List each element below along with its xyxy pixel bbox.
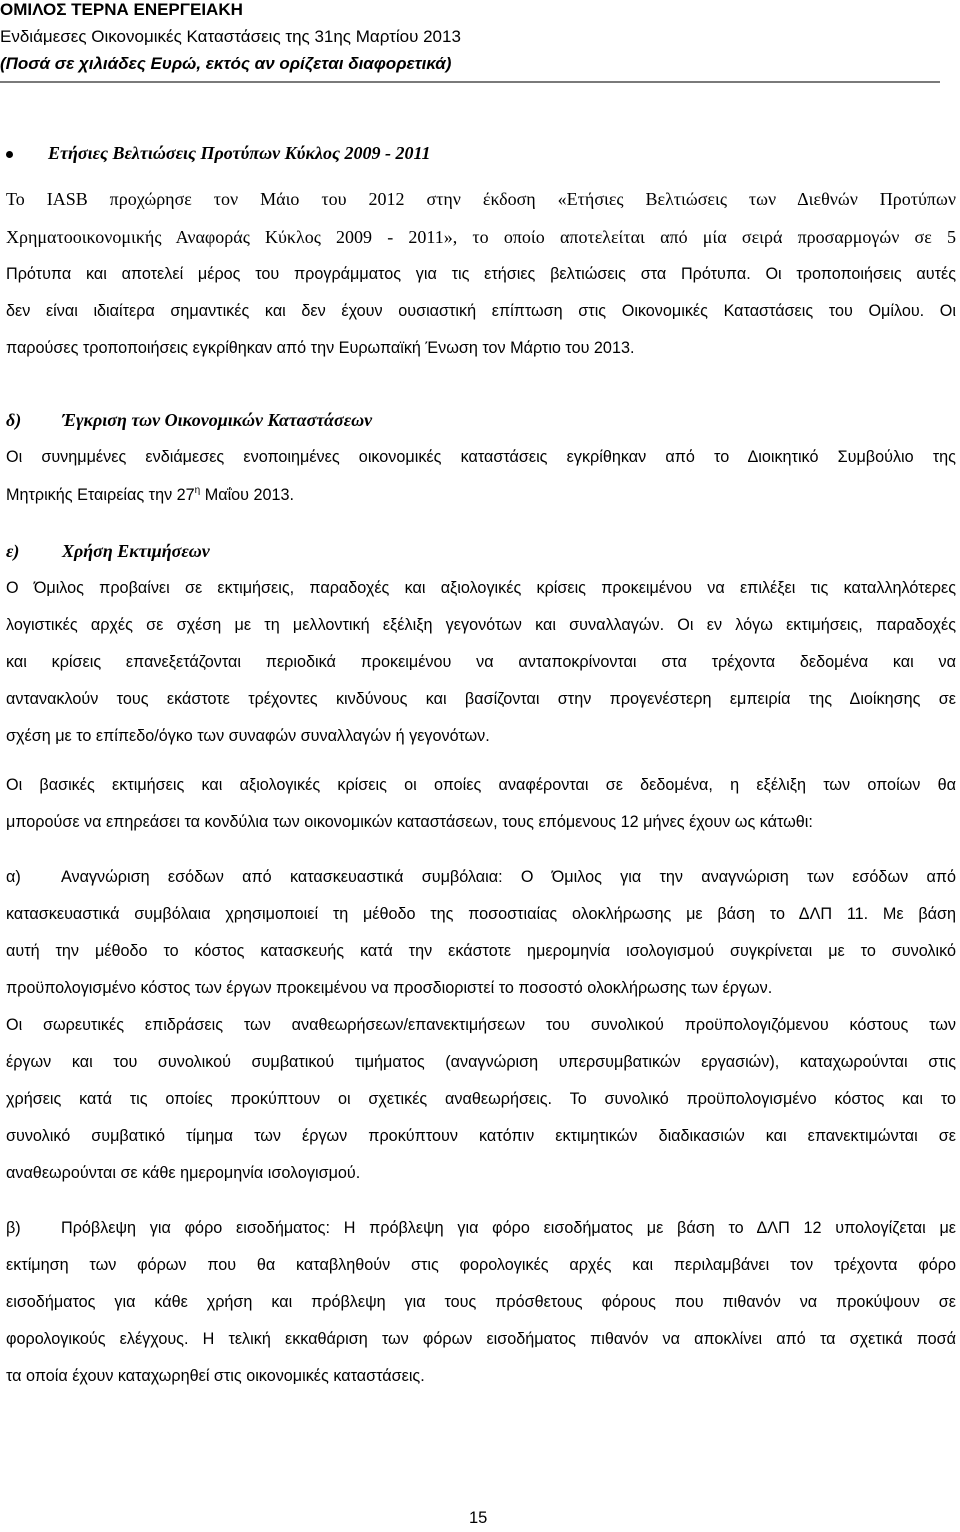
item-b-label: β) bbox=[6, 1219, 21, 1237]
estimates-line: λογιστικές αρχές σε σχέση με τη μελλοντική εξέλιξη γεγονότων και συναλλαγών. Οι εν λόγω εκτιμήσεις, παραδοχές bbox=[6, 616, 956, 634]
item-b-line: φορολογικούς ελέγχους. Η τελική εκκαθάριση των φόρων εισοδήματος πιθανόν να αποκλίνει από τα σχετικά ποσά bbox=[6, 1330, 956, 1348]
item-a-line: Αναγνώριση εσόδων από κατασκευαστικά συμβόλαια: Ο Όμιλος για την αναγνώριση των εσόδων από bbox=[61, 868, 956, 886]
report-title: Ενδιάμεσες Οικονομικές Καταστάσεις της 31ης Μαρτίου 2013 bbox=[0, 27, 461, 46]
estimates-line: αντανακλούν τους εκάστοτε τρέχοντες κινδύνους και βασίζονται στην προγενέστερη εμπειρία της Διοίκησης σε bbox=[6, 690, 956, 708]
estimates-line: μπορούσε να επηρεάσει τα κονδύλια των οικονομικών καταστάσεων, τους επόμενους 12 μήνες έχουν ως κάτωθι: bbox=[6, 813, 813, 831]
approval-date-tail: Μαΐου 2013. bbox=[200, 486, 295, 504]
estimates-line: σχέση με το επίπεδο/όγκο των συναφών συναλλαγών ή γεγονότων. bbox=[6, 727, 490, 745]
item-a-line: έργων και του συνολικού συμβατικού τιμήματος (αναγνώριση υπερσυμβατικών εργασιών), καταχωρούνται στις bbox=[6, 1053, 956, 1071]
improvements-heading: Ετήσιες Βελτιώσεις Προτύπων Κύκλος 2009 - 2011 bbox=[48, 143, 431, 163]
item-a-line: αναθεωρούνται σε κάθε ημερομηνία ισολογισμού. bbox=[6, 1164, 361, 1182]
item-a-line: Οι σωρευτικές επιδράσεις των αναθεωρήσεων/επανεκτιμήσεων του συνολικού προϋπολογιζόμενου κόστους των bbox=[6, 1016, 956, 1034]
item-b-line: Πρόβλεψη για φόρο εισοδήματος: Η πρόβλεψη για φόρο εισοδήματος με βάση το ΔΛΠ 12 υπολογίζεται με bbox=[61, 1219, 956, 1237]
item-a-line: αυτή την μέθοδο το κόστος κατασκευής κατά την εκάστοτε ημερομηνία ισολογισμού συγκρίνεται με το συνολικό bbox=[6, 942, 956, 960]
estimates-line: Ο Όμιλος προβαίνει σε εκτιμήσεις, παραδοχές και αξιολογικές κρίσεις προκειμένου να επιλέξει τις καταλληλότερες bbox=[6, 579, 956, 597]
approval-line: Οι συνημμένες ενδιάμεσες ενοποιημένες οικονομικές καταστάσεις εγκρίθηκαν από το Διοικητικό Συμβούλιο της bbox=[6, 448, 956, 466]
estimates-line: Οι βασικές εκτιμήσεις και αξιολογικές κρίσεις οι οποίες αναφέρονται σε δεδομένα, η εξέλιξη των οποίων θα bbox=[6, 776, 956, 794]
estimates-line: και κρίσεις επανεξετάζονται περιοδικά προκειμένου να ανταποκρίνονται στα τρέχοντα δεδομένα και να bbox=[6, 653, 956, 671]
page-number: 15 bbox=[469, 1509, 488, 1527]
ordinal-superscript: η bbox=[194, 485, 201, 496]
item-a-line: συνολικό συμβατικό τίμημα των έργων προκύπτουν κατόπιν εκτιμητικών διαδικασιών και επανεκτιμώνται σε bbox=[6, 1127, 956, 1145]
currency-note: (Ποσά σε χιλιάδες Ευρώ, εκτός αν ορίζεται διαφορετικά) bbox=[0, 54, 452, 73]
improvements-line: δεν είναι ιδιαίτερα σημαντικές και δεν έχουν ουσιαστική επίπτωση στις Οικονομικές Καταστάσεις του Ομίλου. Οι bbox=[6, 302, 956, 320]
item-a-line: χρήσεις κατά τις οποίες προκύπτουν οι σχετικές αναθεωρήσεις. Το συνολικό προϋπολογισμένο κόστος και το bbox=[6, 1090, 956, 1108]
item-b-line: εισοδήματος για κάθε χρήση και πρόβλεψη για τους πρόσθετους φόρους που πιθανόν να προκύψουν σε bbox=[6, 1293, 956, 1311]
approval-date-text: Μητρικής Εταιρείας την 27 bbox=[6, 486, 195, 504]
item-a-line: κατασκευαστικά συμβόλαια χρησιμοποιεί τη μέθοδο της ποσοστιαίας ολοκλήρωσης με βάση το ΔΛΠ 11. Με βάση bbox=[6, 905, 956, 923]
item-b-line: εκτίμηση των φόρων που θα καταβληθούν στις φορολογικές αρχές και περιλαμβάνει τον τρέχοντα φόρο bbox=[6, 1256, 956, 1274]
improvements-line: Χρηματοοικονομικής Αναφοράς Κύκλος 2009 - 2011», το οποίο αποτελείται από μία σειρά προσαρμογών σε 5 bbox=[6, 227, 956, 247]
item-a-line: προϋπολογισμένο κόστος των έργων προκειμένου να προσδιοριστεί το ποσοστό ολοκλήρωσης των έργων. bbox=[6, 979, 773, 997]
improvements-line: Πρότυπα και αποτελεί μέρος του προγράμματος για τις ετήσιες βελτιώσεις στα Πρότυπα. Οι τροποποιήσεις αυτές bbox=[6, 265, 956, 283]
estimates-title: Χρήση Εκτιμήσεων bbox=[62, 541, 210, 561]
approval-title: Έγκριση των Οικονομικών Καταστάσεων bbox=[62, 410, 373, 430]
approval-line bbox=[6, 484, 956, 506]
improvements-line: παρούσες τροποποιήσεις εγκρίθηκαν από την Ευρωπαϊκή Ένωση τον Μάρτιο του 2013. bbox=[6, 339, 635, 357]
improvements-line: Το IASB προχώρησε τον Μάιο του 2012 στην έκδοση «Ετήσιες Βελτιώσεις των Διεθνών Προτύπων bbox=[6, 189, 956, 209]
approval-letter: δ) bbox=[6, 410, 22, 430]
company-name: ΟΜΙΛΟΣ ΤΕΡΝΑ ΕΝΕΡΓΕΙΑΚΗ bbox=[0, 0, 243, 19]
item-a-label: α) bbox=[6, 868, 21, 886]
bullet-icon bbox=[6, 151, 13, 158]
header-divider bbox=[0, 81, 940, 83]
item-b-line: τα οποία έχουν καταχωρηθεί στις οικονομικές καταστάσεις. bbox=[6, 1367, 425, 1385]
estimates-letter: ε) bbox=[6, 541, 20, 561]
